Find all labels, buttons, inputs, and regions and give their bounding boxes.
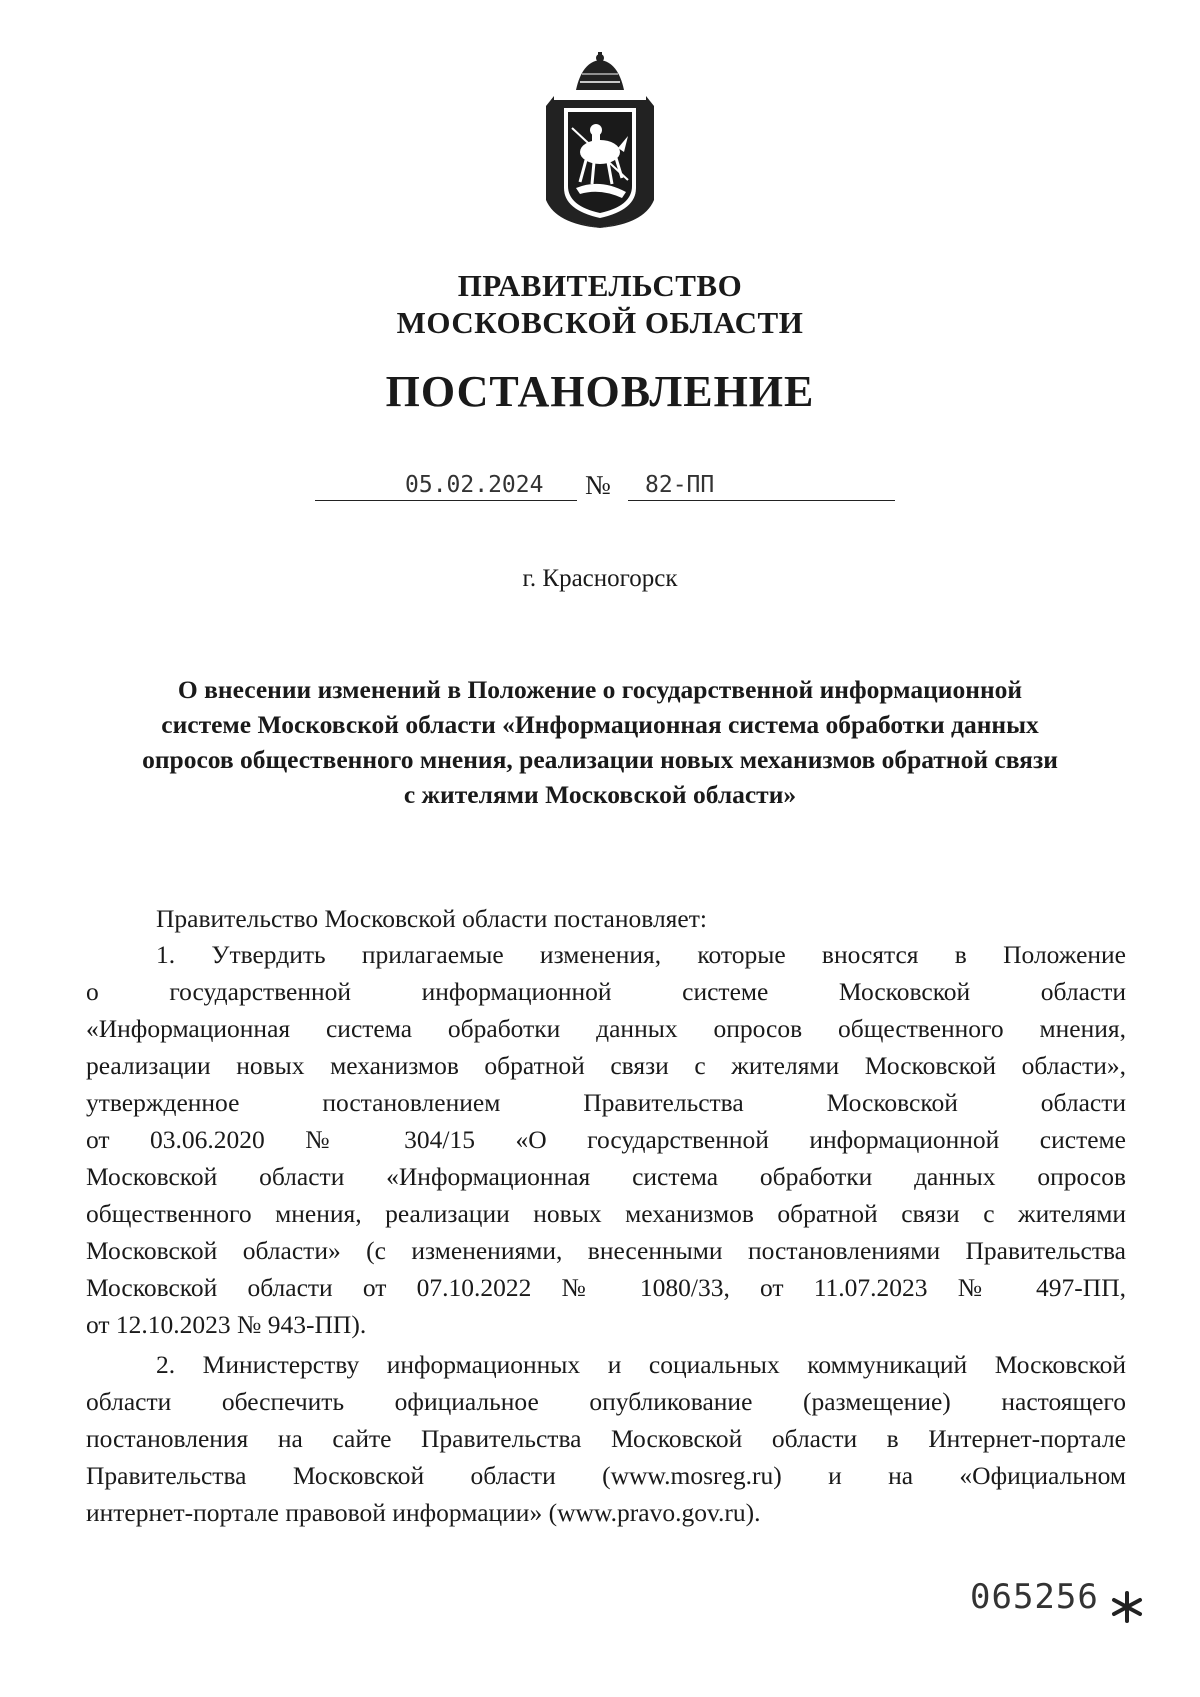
asterisk-icon [1110, 1590, 1144, 1624]
paragraph-line: утвержденное постановлением Правительства Московской области [86, 1088, 1126, 1117]
registration-line [315, 470, 895, 506]
document-title [80, 672, 1120, 812]
paragraph-line: о государственной информационной системе Московской области [86, 977, 1126, 1006]
paragraph-line: Правительства Московской области (www.mosreg.ru) и на «Официальном [86, 1461, 1126, 1490]
paragraph-line: 1. Утвердить прилагаемые изменения, которые вносятся в Положение [156, 940, 1126, 969]
paragraph-line: от 03.06.2020 № 304/15 «О государственной информационной системе [86, 1125, 1126, 1154]
paragraph-line: области обеспечить официальное опубликование (размещение) настоящего [86, 1387, 1126, 1416]
paragraph-line: Московской области» (с изменениями, внесенными постановлениями Правительства [86, 1236, 1126, 1265]
paragraph-line: 2. Министерству информационных и социальных коммуникаций Московской [156, 1350, 1126, 1379]
paragraph-line: реализации новых механизмов обратной связи с жителями Московской области», [86, 1051, 1126, 1080]
document-type-heading: ПОСТАНОВЛЕНИЕ [385, 367, 815, 416]
organization-name-line2: МОСКОВСКОЙ ОБЛАСТИ [396, 305, 804, 340]
preamble [86, 900, 1126, 937]
paragraph-line: общественного мнения, реализации новых механизмов обратной связи с жителями [86, 1199, 1126, 1228]
title-line: О внесении изменений в Положение о государственной информационной [177, 675, 1023, 704]
paragraph-line: от 12.10.2023 № 943-ПП). [86, 1310, 367, 1339]
paragraph-1 [86, 936, 1126, 1343]
title-line: системе Московской области «Информационная система обработки данных [161, 710, 1039, 739]
number-underline [628, 500, 895, 501]
number-sign: № [585, 470, 611, 500]
paragraph-2 [86, 1346, 1126, 1531]
registration-date: 05.02.2024 [405, 472, 544, 498]
serial-number: 065256 [970, 1577, 1099, 1617]
preamble-text: Правительство Московской области постановляет: [156, 904, 707, 933]
registration-number: 82-ПП [645, 472, 715, 498]
organization-name-line1: ПРАВИТЕЛЬСТВО [457, 268, 743, 303]
title-line: с жителями Московской области» [403, 780, 797, 809]
paragraph-line: постановления на сайте Правительства Московской области в Интернет-портале [86, 1424, 1126, 1453]
paragraph-line: «Информационная система обработки данных опросов общественного мнения, [86, 1014, 1126, 1043]
paragraph-line: интернет-портале правовой информации» (www.pravo.gov.ru). [86, 1498, 761, 1527]
paragraph-line: Московской области «Информационная система обработки данных опросов [86, 1162, 1126, 1191]
paragraph-line: Московской области от 07.10.2022 № 1080/33, от 11.07.2023 № 497-ПП, [86, 1273, 1126, 1302]
date-underline [315, 500, 577, 501]
city-name: г. Красногорск [522, 565, 678, 592]
title-line: опросов общественного мнения, реализации новых механизмов обратной связи [142, 745, 1058, 774]
coat-of-arms-icon [532, 52, 668, 230]
